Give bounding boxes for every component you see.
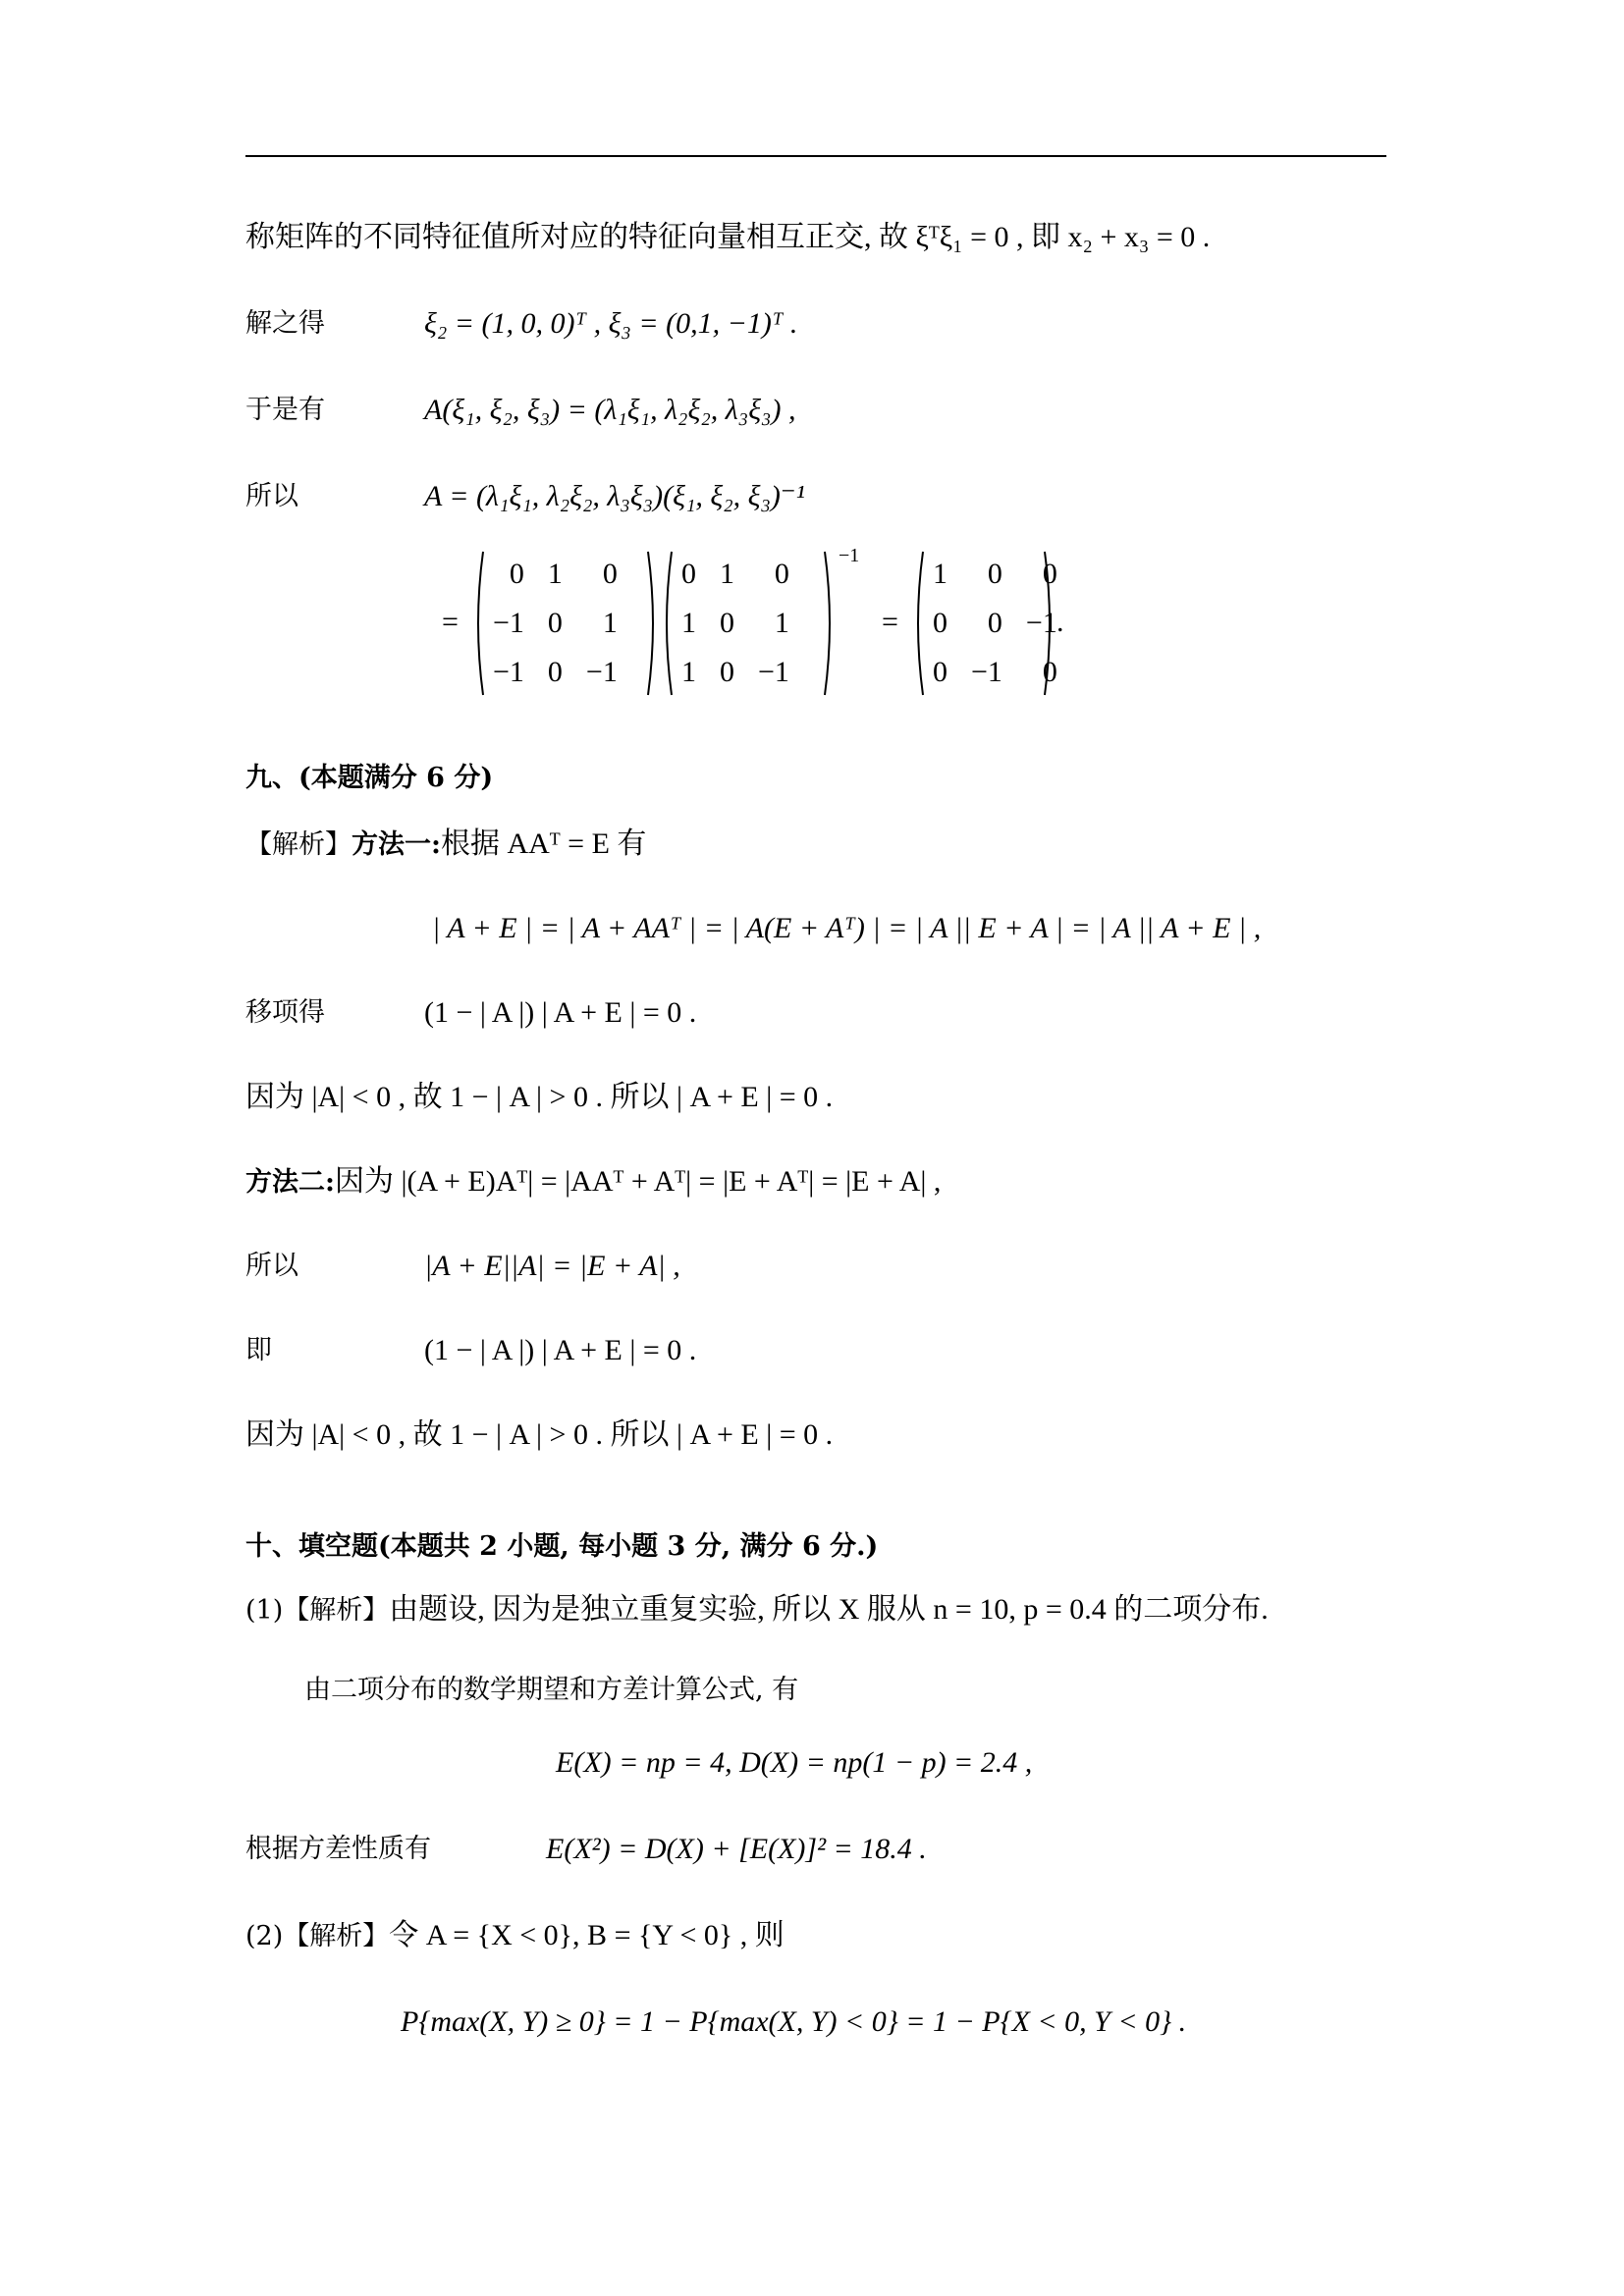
matrix-cell: −1: [493, 607, 524, 639]
equation-expectation-variance: E(X) = np = 4, D(X) = np(1 − p) = 2.4 ,: [556, 1746, 1033, 1779]
problem-1-text: 由题设, 因为是独立重复实验, 所以 X 服从 n = 10, p = 0.4 的二项分布.: [389, 1593, 1269, 1626]
header-rule: [245, 155, 1386, 157]
math-variance-property: E(X²) = D(X) + [E(X)]² = 18.4 .: [546, 1833, 927, 1865]
matrix-equals-1: =: [442, 606, 459, 638]
equation-determinant-chain: | A + E | = | A + AAᵀ | = | A(E + Aᵀ) | = | A || E + A | = | A || A + E | ,: [432, 912, 1262, 944]
label-therefore: 所以: [245, 481, 298, 511]
matrix-cell: −1: [585, 656, 618, 688]
math-xi-vectors: ξ₂ = (1, 0, 0)ᵀ , ξ₃ = (0,1, −1)ᵀ .: [424, 307, 798, 340]
line-because-1: 因为 |A| < 0 , 故 1 − | A | > 0 . 所以 | A + E | = 0 .: [245, 1081, 834, 1113]
matrix-cell: 0: [602, 558, 618, 590]
problem-1-line: [245, 1590, 1269, 1630]
matrix-period: .: [1056, 606, 1064, 638]
matrix-1: [481, 550, 629, 697]
matrix-cell: 1: [720, 558, 734, 590]
problem-2-line: [245, 1916, 785, 1956]
math-a-xi: A(ξ₁, ξ₂, ξ₃) = (λ₁ξ₁, λ₂ξ₂, λ₃ξ₃) ,: [424, 394, 796, 426]
matrix-cell: 1: [681, 607, 696, 639]
line-orthogonal: 称矩阵的不同特征值所对应的特征向量相互正交, 故 ξᵀξ₁ = 0 , 即 x₂ + x₃ = 0 .: [245, 221, 1211, 253]
matrix-cell: 1: [933, 558, 947, 590]
problem-2-text: 令 A = {X < 0}, B = {Y < 0} , 则: [389, 1919, 785, 1951]
line-because-2: 因为 |A| < 0 , 故 1 − | A | > 0 . 所以 | A + E | = 0 .: [245, 1418, 834, 1451]
analysis-tag: 【解析】: [283, 1921, 390, 1951]
label-so: 所以: [245, 1251, 298, 1281]
matrix-cell: 0: [933, 607, 947, 639]
matrix3-right-bracket: [1043, 550, 1056, 697]
math-so: |A + E||A| = |E + A| ,: [424, 1250, 680, 1282]
section-9-heading: 九、(本题满分 6 分): [245, 763, 494, 793]
matrix-cell: 0: [987, 607, 1002, 639]
matrix-cell: 0: [547, 607, 563, 639]
matrix-cell: 0: [774, 558, 789, 590]
equation-max-probability: P{max(X, Y) ≥ 0} = 1 − P{max(X, Y) < 0} = 1 − P{X < 0, Y < 0} .: [401, 2005, 1187, 2038]
label-solve: 解之得: [245, 308, 325, 339]
matrix-cell: −1: [493, 656, 524, 688]
sec9-method2-line: [245, 1162, 941, 1202]
section-10-heading: 十、填空题(本题共 2 小题, 每小题 3 分, 满分 6 分.): [245, 1531, 879, 1562]
matrix-cell: 1: [602, 607, 618, 639]
matrix-inverse-exponent: −1: [839, 545, 860, 566]
matrix-cell: 0: [547, 656, 563, 688]
method-2-text: 因为 |(A + E)Aᵀ| = |AAᵀ + Aᵀ| = |E + Aᵀ| = |E + A| ,: [334, 1165, 942, 1198]
matrix-cell: 0: [681, 558, 696, 590]
matrix-cell: 1: [681, 656, 696, 688]
matrix-cell: −1: [971, 656, 1002, 688]
matrix-equation: [442, 545, 1070, 697]
label-thus: 于是有: [245, 395, 325, 425]
analysis-tag: 【解析】: [245, 829, 352, 860]
matrix-cell: −1: [758, 656, 789, 688]
matrix-cell: 0: [1042, 656, 1057, 688]
matrix-cell: 0: [720, 607, 734, 639]
sec9-method1-line: [245, 825, 646, 865]
matrix-cell: 0: [1042, 558, 1057, 590]
math-a-formula: A = (λ₁ξ₁, λ₂ξ₂, λ₃ξ₃)(ξ₁, ξ₂, ξ₃)⁻¹: [424, 480, 805, 512]
method-1-text: 根据 AAᵀ = E 有: [440, 828, 647, 860]
problem-2-number: (2): [245, 1921, 284, 1951]
label-move-term: 移项得: [245, 997, 325, 1028]
method-2-label: 方法二:: [245, 1167, 335, 1198]
problem-1-number: (1): [245, 1595, 284, 1626]
problem-1-line-2: 由二项分布的数学期望和方差计算公式, 有: [304, 1675, 799, 1705]
matrix-equals-2: =: [882, 606, 898, 638]
matrix-cell: 0: [509, 558, 524, 590]
label-ie: 即: [245, 1335, 272, 1365]
math-ie: (1 − | A |) | A + E | = 0 .: [424, 1334, 697, 1366]
matrix1-right-bracket: [646, 550, 660, 697]
method-1-label: 方法一:: [352, 829, 441, 860]
matrix-cell: −1: [1025, 607, 1057, 639]
matrix-cell: 0: [933, 656, 947, 688]
matrix-cell: 0: [720, 656, 734, 688]
matrix2-right-bracket: [823, 550, 837, 697]
matrix-cell: 0: [987, 558, 1002, 590]
math-move-term: (1 − | A |) | A + E | = 0 .: [424, 996, 697, 1029]
matrix-cell: 1: [774, 607, 789, 639]
label-variance-property: 根据方差性质有: [245, 1834, 431, 1864]
matrix-cell: 1: [547, 558, 563, 590]
analysis-tag: 【解析】: [283, 1595, 390, 1626]
matrix-2: [670, 550, 801, 697]
